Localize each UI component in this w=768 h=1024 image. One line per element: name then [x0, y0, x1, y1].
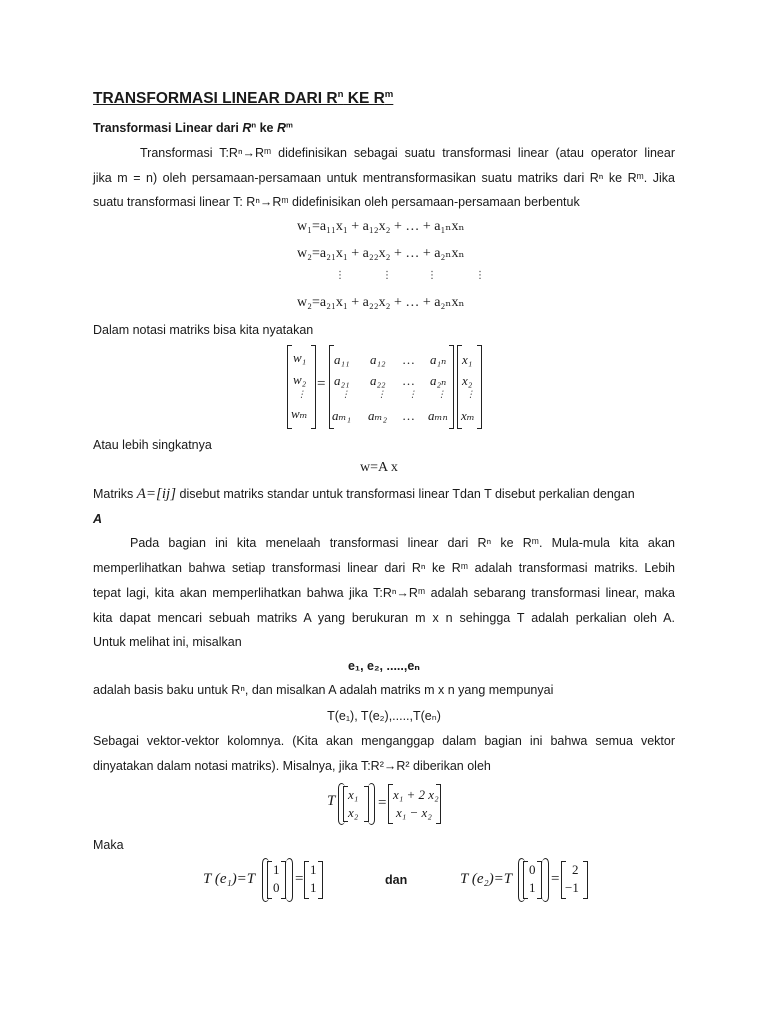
paragraph-line: Sebagai vektor-vektor kolomnya. (Kita akan menganggap dalam bagian ini bahwa semua vektor	[93, 734, 675, 748]
matrix-cell: ⋮	[466, 389, 475, 399]
matrix-cell: 1	[310, 862, 317, 877]
vdots: ⋮	[427, 270, 437, 281]
paragraph-line: jika m = n) oleh persamaan-persamaan untuk mentransformasikan suatu matriks dari Rⁿ ke Rᵐ. Jika	[93, 171, 675, 185]
matrix-cell: w₂	[293, 372, 307, 387]
page-title: TRANSFORMASI LINEAR DARI $R^n$ KE $R^m$	[93, 89, 394, 107]
equals-sign: =	[378, 795, 387, 811]
paragraph-line: Atau lebih singkatnya	[93, 438, 212, 452]
equation-2: w₂=a₂₁x₁ + a₂₂x₂ + … + a₂ₙxₙ	[297, 246, 465, 261]
matrix-cell: 0	[529, 862, 536, 877]
function-symbol: T	[327, 793, 336, 809]
connector-word: dan	[385, 873, 408, 887]
vdots: ⋮	[335, 270, 345, 281]
equation-1: w₁=a₁₁x₁ + a₁₂x₂ + … + a₁ₙxₙ	[297, 219, 465, 234]
paragraph-line: A	[93, 512, 103, 526]
right-bracket	[477, 345, 482, 429]
matrix-cell: 1	[529, 880, 536, 895]
matrix-cell: …	[402, 352, 415, 367]
matrix-cell: x₁	[348, 787, 359, 802]
left-bracket	[267, 861, 272, 899]
equation-lhs: T (e₂)=T	[460, 871, 513, 887]
paragraph-line: adalah basis baku untuk Rⁿ, dan misalkan A adalah matriks m x n yang mempunyai	[93, 683, 554, 697]
matrix-cell: a₁₁	[334, 352, 350, 367]
right-bracket	[311, 345, 316, 429]
section-subtitle: Transformasi Linear dari $R^n$ ke $R^m$	[93, 120, 293, 135]
equals-sign: =	[317, 376, 326, 392]
equation-lhs: T (e₁)=T	[203, 871, 256, 887]
matrix-cell: …	[402, 373, 415, 388]
paragraph-line: Maka	[93, 838, 124, 852]
paragraph-line: suatu transformasi linear T: Rⁿ→Rᵐ didefinisikan oleh persamaan-persamaan berbentuk	[93, 195, 580, 209]
matrix-intro-text: Dalam notasi matriks bisa kita nyatakan	[93, 323, 314, 337]
right-paren	[542, 858, 549, 902]
vdots: ⋮	[475, 270, 485, 281]
basis-vectors: e₁, e₂, .....,eₙ	[347, 659, 420, 673]
matrix-cell: x₂	[348, 805, 359, 820]
equation-3: w₂=a₂₁x₁ + a₂₂x₂ + … + a₂ₙxₙ	[297, 295, 465, 310]
paragraph-line: Pada bagian ini kita menelaah transformasi linear dari Rⁿ ke Rᵐ. Mula-mula kita akan	[130, 536, 675, 550]
right-bracket	[583, 861, 588, 899]
image-vectors: T(e₁), T(e₂),.....,T(eₙ)	[327, 709, 441, 723]
paragraph-line: Transformasi T:Rⁿ→Rᵐ didefinisikan sebagai suatu transformasi linear (atau operator linear	[140, 146, 675, 160]
paragraph-line: tepat lagi, kita akan memperlihatkan bahwa jika T:Rⁿ→Rᵐ adalah sebarang transformasi linear, maka	[93, 586, 675, 600]
paragraph-line: dinyatakan dalam notasi matriks). Misalnya, jika T:R²→R² diberikan oleh	[93, 759, 491, 773]
matrix-cell: ⋮	[408, 389, 417, 399]
matrix-cell: a₂₂	[370, 373, 386, 388]
right-bracket	[449, 345, 454, 429]
right-paren	[286, 858, 293, 902]
equals-sign: =	[551, 871, 560, 887]
matrix-cell: x₁	[462, 352, 473, 367]
matrix-cell: x₁ − x₂	[396, 805, 432, 820]
matrix-cell: x₁ + 2 x₂	[393, 787, 439, 802]
matrix-cell: wₘ	[291, 406, 308, 421]
right-bracket	[436, 784, 441, 824]
matrix-cell: −1	[565, 880, 579, 895]
matrix-cell: a₂ₙ	[430, 373, 447, 388]
matrix-cell: ⋮	[297, 389, 306, 399]
inline-equation: A=[ij]	[136, 486, 177, 502]
paragraph-line: Untuk melihat ini, misalkan	[93, 635, 242, 649]
matrix-cell: 0	[273, 880, 280, 895]
paragraph-line: memperlihatkan bahwa setiap transformasi linear dari Rⁿ ke Rᵐ adalah transformasi matriks. Lebih	[93, 561, 675, 575]
paragraph-line: kita dapat mencari sebuah matriks A yang berukuran m x n sehingga T adalah perkalian oleh A.	[93, 611, 675, 625]
matrix-cell: x₂	[462, 373, 473, 388]
right-bracket	[318, 861, 323, 899]
matrix-cell: a₁₂	[370, 352, 386, 367]
paragraph-line: Matriks A=[ij] disebut matriks standar untuk transformasi linear Tdan T disebut perkalian dengan	[93, 486, 635, 502]
matrix-cell: a₁ₙ	[430, 352, 447, 367]
left-bracket	[523, 861, 528, 899]
matrix-cell: ⋮	[377, 389, 386, 399]
matrix-cell: aₘ₁	[332, 408, 351, 423]
left-bracket	[304, 861, 309, 899]
equals-sign: =	[295, 871, 304, 887]
matrix-cell: 1	[310, 880, 317, 895]
matrix-cell: ⋮	[437, 389, 446, 399]
right-paren	[368, 783, 375, 825]
matrix-cell: w₁	[293, 350, 307, 365]
matrix-cell: a₂₁	[334, 373, 350, 388]
matrix-cell: xₘ	[461, 408, 475, 423]
matrix-cell: aₘₙ	[428, 408, 448, 423]
vdots: ⋮	[382, 270, 392, 281]
matrix-cell: aₘ₂	[368, 408, 387, 423]
matrix-cell: 1	[273, 862, 280, 877]
matrix-cell: ⋮	[341, 389, 350, 399]
matrix-cell: 2	[572, 862, 579, 877]
matrix-cell: …	[402, 408, 415, 423]
short-equation: w=A x	[360, 460, 398, 475]
